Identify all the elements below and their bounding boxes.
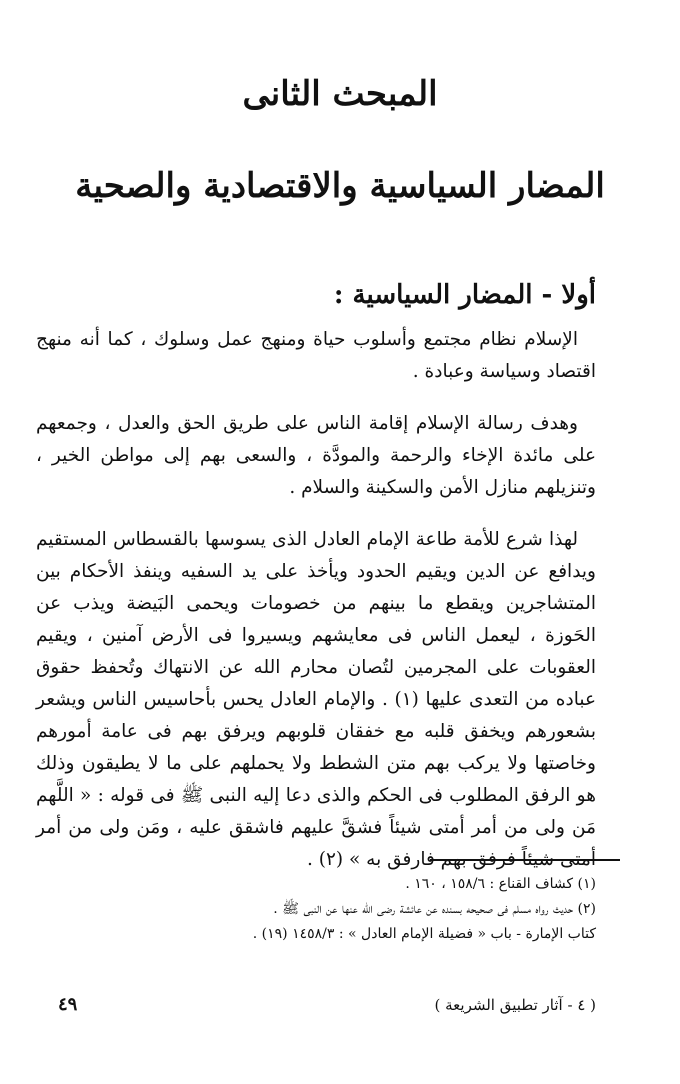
page-footer — [58, 994, 596, 1020]
section-heading: أولا - المضار السياسية : — [333, 280, 596, 310]
running-title: ( ٤ - آثار تطبيق الشريعة ) — [434, 996, 596, 1014]
body-text — [36, 324, 596, 876]
paragraph: وهدف رسالة الإسلام إقامة الناس على طريق الحق والعدل ، وجمعهم على مائدة الإخاء والرحمة والمودَّة ، والسعى بهم إلى مواطن الخير ، وتنزيلهم منازل الأمن والسكينة والسلام . — [36, 413, 596, 498]
footnote: كتاب الإمارة - باب « فضيلة الإمام العادل » : ١٤٥٨/٣ (١٩) . — [252, 926, 596, 942]
paragraph: لهذا شرع للأمة طاعة الإمام العادل الذى يسوسها بالقسطاس المستقيم ويدافع عن الدين ويقيم الحدود ويأخذ على يد السفيه وينفذ الأحكام بين المتشاجرين ويقطع ما بينهم من خصومات ويحمى البَيضة ويذب عن الحَوزة ، ليعمل الناس فى معايشهم ويسيروا فى الأرض آمنين ، ويقيم العقوبات على المجرمين لتُصان محارم الله عن الانتهاك وتُحفظ حقوق عباده من التعدى عليها (١) . والإمام العادل يحس بأحاسيس الناس ويشعر بشعورهم ويخفق قلبه مع خفقان قلوبهم ويرفق بهم فى عامة أمورهم وخاصتها ولا يركب بهم متن الشطط ولا يحملهم على ما لا يطيقون وذلك هو الرفق المطلوب فى الحكم والذى دعا إليه النبى ﷺ فى قوله : « اللَّهم مَن ولى من أمر أمتى شيئاً فشقَّ عليهم فاشقق عليه ، ومَن ولى من أمر أمتى شيئاً فرفق بهم فارفق به » (٢) . — [36, 529, 596, 870]
chapter-heading: المبحث الثانى — [242, 74, 438, 114]
page-title: المضار السياسية والاقتصادية والصحية — [75, 166, 605, 206]
page-number: ٤٩ — [58, 994, 78, 1015]
footnote-divider — [430, 859, 620, 861]
paragraph: الإسلام نظام مجتمع وأسلوب حياة ومنهج عمل وسلوك ، كما أنه منهج اقتصاد وسياسة وعبادة . — [36, 329, 596, 382]
footnotes — [36, 872, 596, 947]
footnote: (١) كشاف القناع : ١٥٨/٦ ، ١٦٠ . — [405, 876, 596, 892]
footnote: (٢) حديث رواه مسلم فى صحيحه بسنده عن عائشة رضى الله عنها عن النبى ﷺ . — [273, 901, 596, 917]
